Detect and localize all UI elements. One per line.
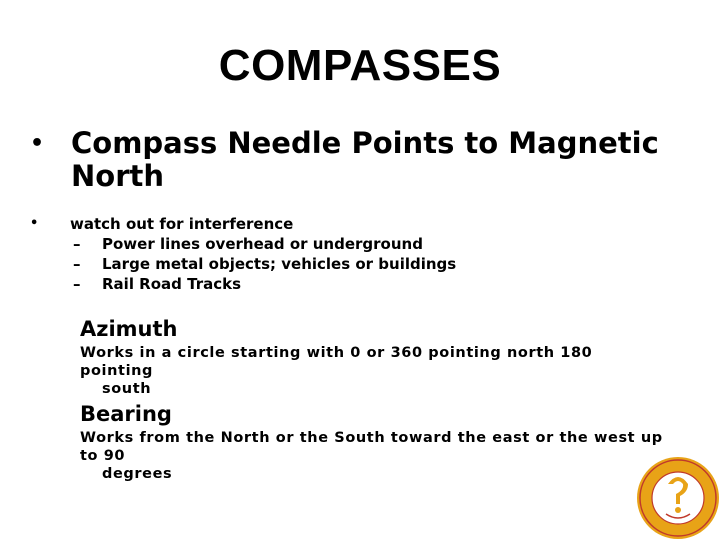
list-item <box>73 274 690 294</box>
azimuth-heading: Azimuth <box>80 317 178 341</box>
interference-list <box>73 234 690 294</box>
main-bullet <box>30 127 690 193</box>
dash-marker: – <box>73 255 81 273</box>
university-of-scouting-seal-icon <box>636 456 720 540</box>
azimuth-line-2: south <box>102 381 152 397</box>
list-item-text: Power lines overhead or underground <box>102 235 423 253</box>
main-bullet-text: Compass Needle Points to Magnetic North <box>71 126 659 193</box>
bearing-line-1: Works from the North or the South toward the east or the west up to 90 <box>80 430 663 464</box>
azimuth-text <box>80 344 670 398</box>
bullet-marker: • <box>30 131 45 156</box>
azimuth-line-1: Works in a circle starting with 0 or 360 pointing north 180 pointing <box>80 345 593 379</box>
bearing-heading: Bearing <box>80 402 172 426</box>
list-item-text: Rail Road Tracks <box>102 275 242 293</box>
bullet-marker: • <box>30 216 39 231</box>
slide-title: COMPASSES <box>218 41 502 90</box>
bearing-text <box>80 429 670 483</box>
list-item <box>73 234 690 254</box>
dash-marker: – <box>73 275 81 293</box>
list-item-text: Large metal objects; vehicles or buildings <box>102 255 457 273</box>
sub-bullet-text: watch out for interference <box>70 215 294 233</box>
sub-bullet <box>30 214 690 294</box>
dash-marker: – <box>73 235 81 253</box>
bearing-line-2: degrees <box>102 466 173 482</box>
list-item <box>73 254 690 274</box>
